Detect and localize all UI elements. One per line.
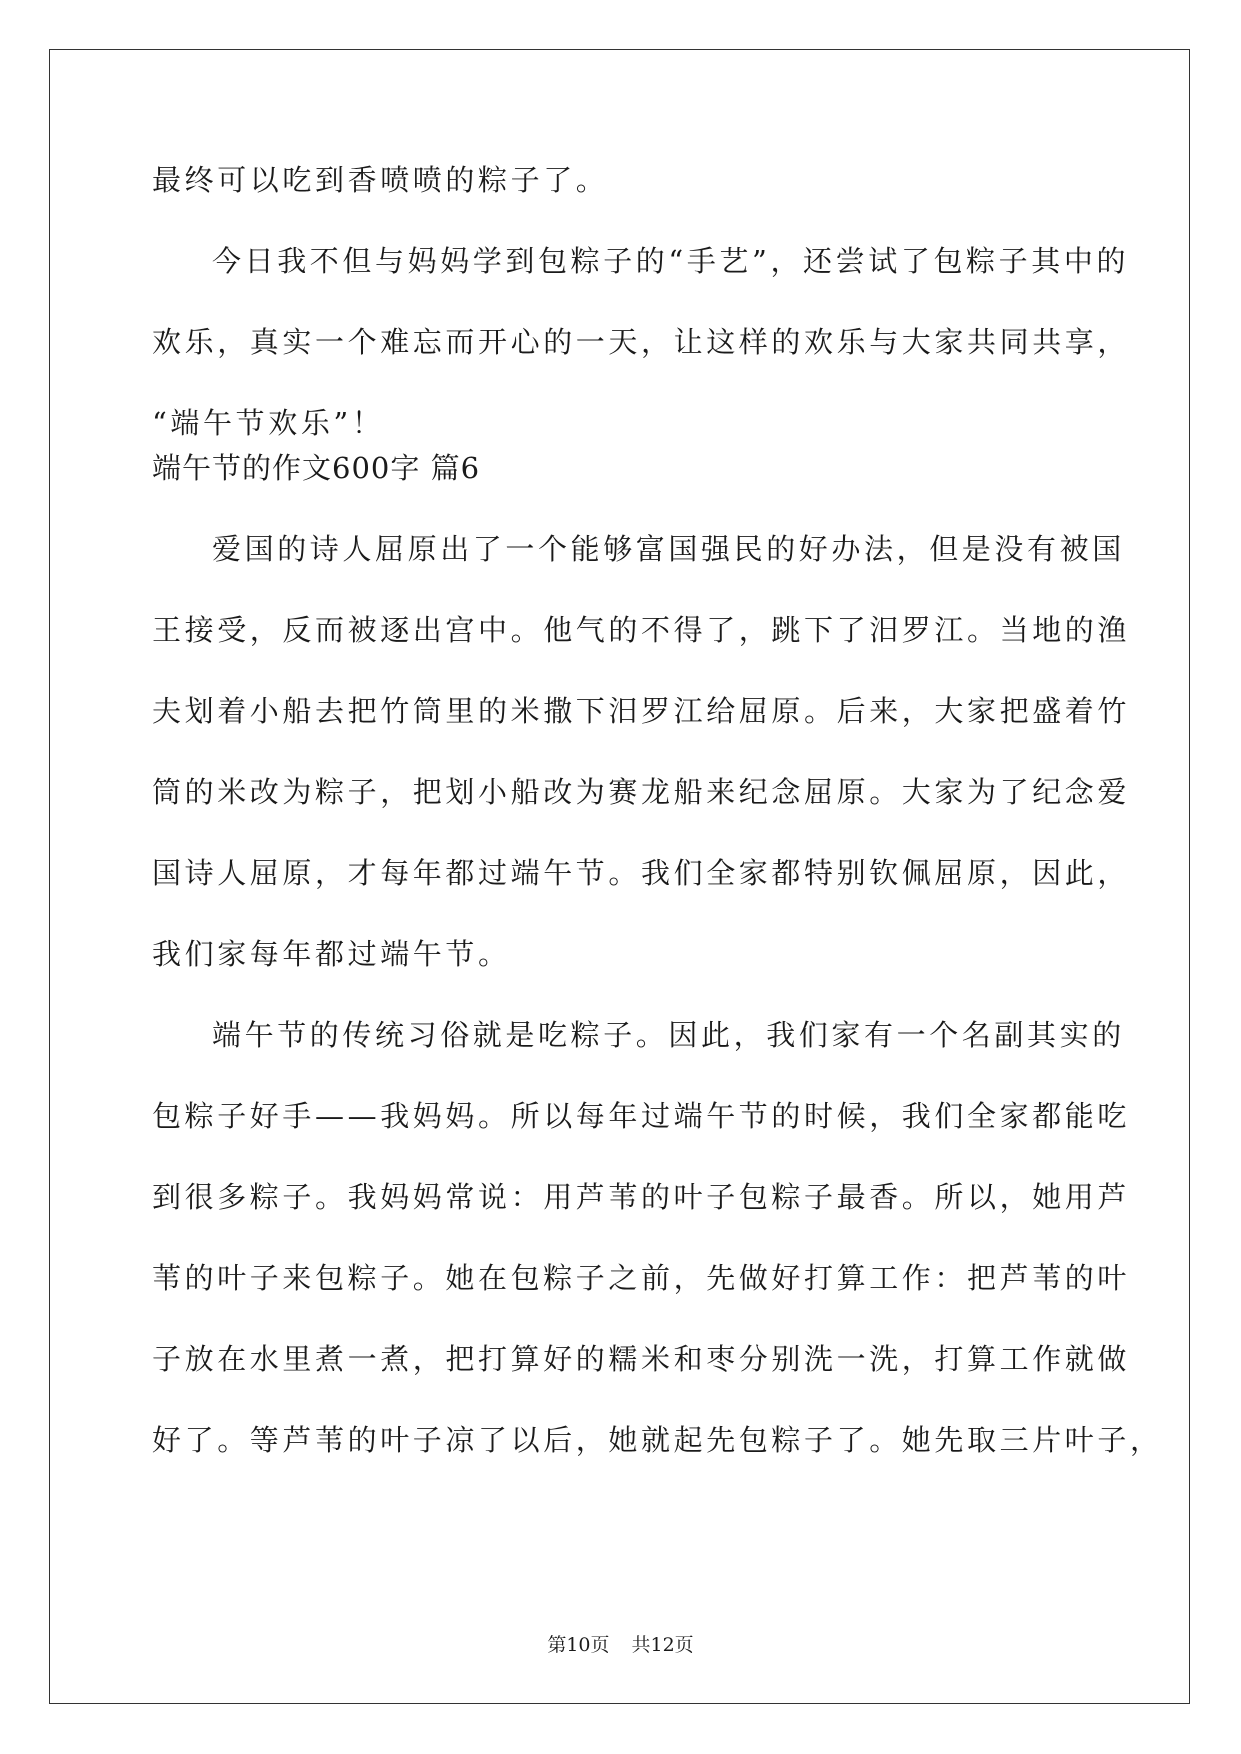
text-line: “端午节欢乐”！ (152, 406, 385, 440)
text-line: 国诗人屈原，才每年都过端午节。我们全家都特别钦佩屈原，因此， (152, 856, 1131, 890)
paragraph-start-line: 今日我不但与妈妈学到包粽子的“手艺”，还尝试了包粽子其中的 (212, 244, 1130, 278)
text-line: 夫划着小船去把竹筒里的米撒下汨罗江给屈原。后来，大家把盛着竹 (152, 694, 1131, 728)
text-line: 好了。等芦苇的叶子凉了以后，她就起先包粽子了。她先取三片叶子， (152, 1423, 1163, 1457)
paragraph-start-line: 爱国的诗人屈原出了一个能够富国强民的好办法，但是没有被国 (212, 532, 1125, 566)
text-line: 欢乐，真实一个难忘而开心的一天，让这样的欢乐与大家共同共享， (152, 325, 1131, 359)
text-line: 王接受，反而被逐出宫中。他气的不得了，跳下了汨罗江。当地的渔 (152, 613, 1131, 647)
text-line: 筒的米改为粽子，把划小船改为赛龙船来纪念屈原。大家为了纪念爱 (152, 775, 1131, 809)
page-footer (0, 1633, 1241, 1657)
paragraph-start-line: 端午节的传统习俗就是吃粽子。因此，我们家有一个名副其实的 (212, 1018, 1125, 1052)
text-line: 到很多粽子。我妈妈常说：用芦苇的叶子包粽子最香。所以，她用芦 (152, 1180, 1131, 1214)
page-number-current: 第10页 (547, 1634, 610, 1656)
text-line: 子放在水里煮一煮，把打算好的糯米和枣分别洗一洗，打算工作就做 (152, 1342, 1131, 1376)
text-line: 我们家每年都过端午节。 (152, 937, 511, 971)
text-line: 苇的叶子来包粽子。她在包粽子之前，先做好打算工作：把芦苇的叶 (152, 1261, 1131, 1295)
section-heading: 端午节的作文600字 篇6 (152, 451, 481, 485)
page-number-total: 共12页 (631, 1634, 694, 1656)
text-line: 包粽子好手——我妈妈。所以每年过端午节的时候，我们全家都能吃 (152, 1099, 1131, 1133)
text-line: 最终可以吃到香喷喷的粽子了。 (152, 163, 609, 197)
